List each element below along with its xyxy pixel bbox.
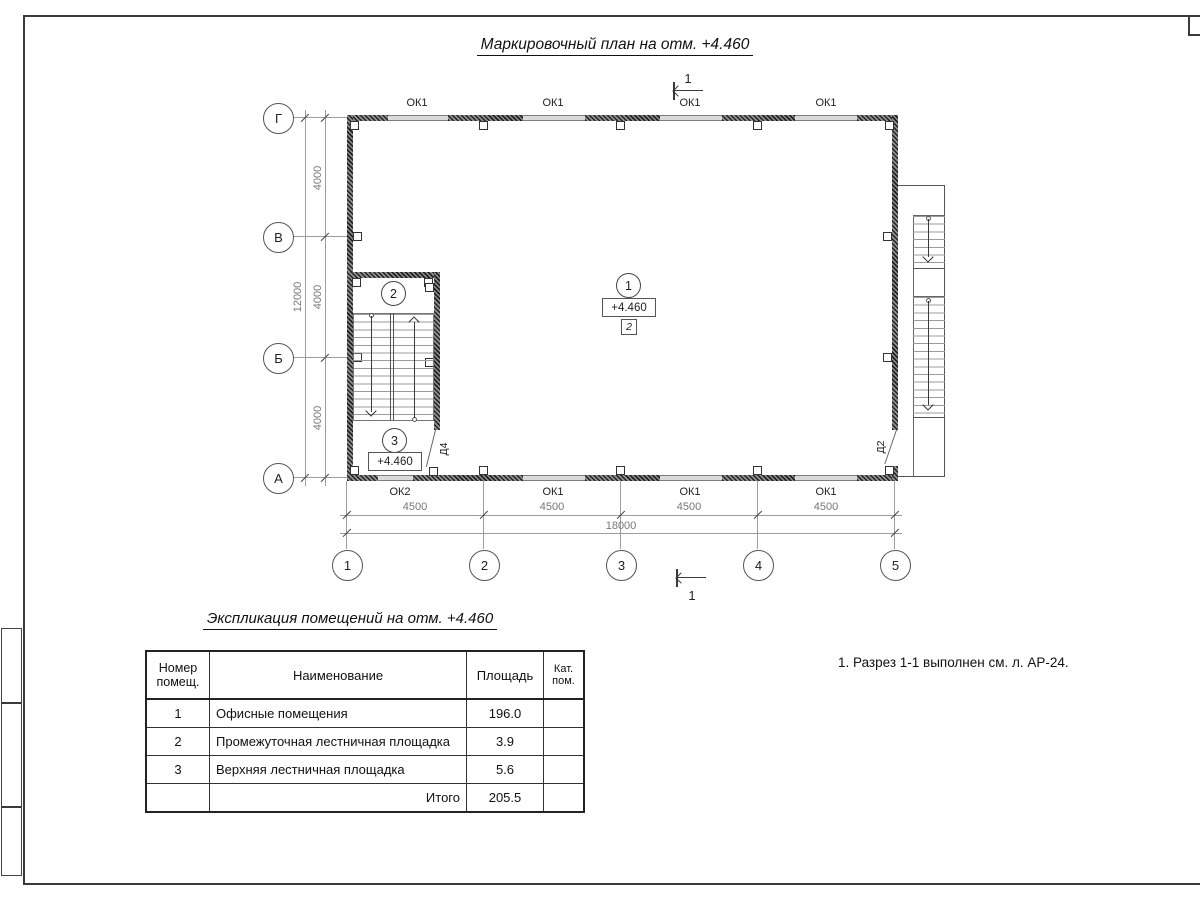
column-mark <box>425 283 434 292</box>
column-mark <box>753 466 762 475</box>
elevation-box: +4.460 <box>368 452 422 471</box>
room-number-badge: 1 <box>616 273 641 298</box>
axis-bubble: 2 <box>469 550 500 581</box>
section-mark-label: 1 <box>688 588 696 603</box>
axis-bubble: В <box>263 222 294 253</box>
wall-right-upper <box>892 115 898 430</box>
cell-room-area: 5.6 <box>467 756 544 784</box>
stair-divider <box>393 313 394 421</box>
plan-title: Маркировочный план на отм. +4.460 <box>440 36 790 54</box>
dim-value: 18000 <box>605 520 637 532</box>
window-label: ОК1 <box>542 486 564 498</box>
cell-room-number: 1 <box>146 699 210 728</box>
column-mark <box>883 232 892 241</box>
header-room-number: Номер помещ. <box>146 651 210 699</box>
table-row <box>146 699 584 728</box>
dim-value: 4000 <box>312 165 324 191</box>
door-jamb-mark <box>429 467 438 476</box>
section-mark-label: 1 <box>684 71 692 86</box>
floor-type-box: 2 <box>621 319 637 335</box>
column-mark <box>350 121 359 130</box>
header-name: Наименование <box>210 651 467 699</box>
axis-bubble: 5 <box>880 550 911 581</box>
axis-bubble: 4 <box>743 550 774 581</box>
header-area: Площадь <box>467 651 544 699</box>
stair-arrow-line <box>414 322 415 418</box>
frame-left <box>23 15 25 885</box>
stairwell-wall-right <box>434 272 440 430</box>
axis-bubble: Б <box>263 343 294 374</box>
cell-room-number: 3 <box>146 756 210 784</box>
frame-stamp-divider <box>1 806 22 808</box>
table-row <box>146 756 584 784</box>
door-swing <box>426 430 436 467</box>
window-label: ОК1 <box>815 97 837 109</box>
wall-segment <box>722 475 795 481</box>
ext-stair-landing <box>913 417 945 418</box>
cell-room-category <box>544 756 585 784</box>
door-label: Д4 <box>438 442 450 456</box>
dim-value: 12000 <box>292 281 304 313</box>
dim-value: 4000 <box>312 405 324 431</box>
wall-segment <box>585 475 660 481</box>
window-label: ОК2 <box>389 486 411 498</box>
stair-divider <box>390 313 391 421</box>
column-mark <box>352 278 361 287</box>
stair-arrow-line <box>928 301 929 405</box>
column-mark <box>353 232 362 241</box>
door-label: Д2 <box>875 440 887 454</box>
cell-room-category <box>544 728 585 756</box>
stair-arrow-line <box>371 316 372 412</box>
cell-room-area: 3.9 <box>467 728 544 756</box>
axis-bubble: Г <box>263 103 294 134</box>
axis-extension-line <box>293 236 347 237</box>
column-mark <box>479 466 488 475</box>
column-mark <box>883 353 892 362</box>
window-label: ОК1 <box>679 97 701 109</box>
ext-stair-edge <box>898 476 945 477</box>
sheet-note: 1. Разрез 1-1 выполнен см. л. АР-24. <box>838 655 1069 670</box>
column-mark <box>753 121 762 130</box>
table-total-row <box>146 784 584 813</box>
window-label: ОК1 <box>406 97 428 109</box>
dim-value: 4000 <box>312 284 324 310</box>
dim-value: 4500 <box>402 501 428 513</box>
wall-left <box>347 115 353 481</box>
window-label: ОК1 <box>815 486 837 498</box>
room-number-badge: 2 <box>381 281 406 306</box>
table-row <box>146 728 584 756</box>
ext-stair-landing <box>913 268 945 269</box>
frame-stamp-divider <box>1 702 22 704</box>
axis-extension-line <box>293 477 347 478</box>
table-header-row <box>146 651 584 699</box>
axis-bubble: А <box>263 463 294 494</box>
door-jamb-mark <box>885 466 894 475</box>
ext-stair-edge <box>898 185 945 186</box>
cell-empty <box>146 784 210 813</box>
frame-corner-box-h <box>1188 34 1200 36</box>
column-mark <box>885 121 894 130</box>
schedule-title: Экспликация помещений на отм. +4.460 <box>203 610 503 627</box>
axis-extension-line <box>293 117 347 118</box>
cell-room-name: Офисные помещения <box>210 699 467 728</box>
elevation-box: +4.460 <box>602 298 656 317</box>
cell-room-area: 196.0 <box>467 699 544 728</box>
window-label: ОК1 <box>679 486 701 498</box>
cell-room-name: Промежуточная лестничная площадка <box>210 728 467 756</box>
column-mark <box>350 466 359 475</box>
header-category: Кат. пом. <box>544 651 585 699</box>
room-number-badge: 3 <box>382 428 407 453</box>
dim-line <box>305 110 306 486</box>
column-mark <box>616 121 625 130</box>
dim-line <box>340 533 902 534</box>
cell-room-name: Верхняя лестничная площадка <box>210 756 467 784</box>
window-label: ОК1 <box>542 97 564 109</box>
axis-extension-line <box>293 357 347 358</box>
dim-value: 4500 <box>676 501 702 513</box>
frame-corner-box-v <box>1188 15 1190 35</box>
total-label: Итого <box>210 784 467 813</box>
axis-bubble: 1 <box>332 550 363 581</box>
dim-line <box>325 110 326 486</box>
dim-value: 4500 <box>539 501 565 513</box>
axis-bubble: 3 <box>606 550 637 581</box>
dim-value: 4500 <box>813 501 839 513</box>
column-mark <box>616 466 625 475</box>
frame-bottom <box>23 883 1200 885</box>
column-mark <box>479 121 488 130</box>
room-schedule-table <box>145 650 585 813</box>
frame-stamp-boxes <box>1 628 22 876</box>
cell-room-category <box>544 699 585 728</box>
frame-top <box>23 15 1200 17</box>
total-value: 205.5 <box>467 784 544 813</box>
cell-room-number: 2 <box>146 728 210 756</box>
cell-empty <box>544 784 585 813</box>
